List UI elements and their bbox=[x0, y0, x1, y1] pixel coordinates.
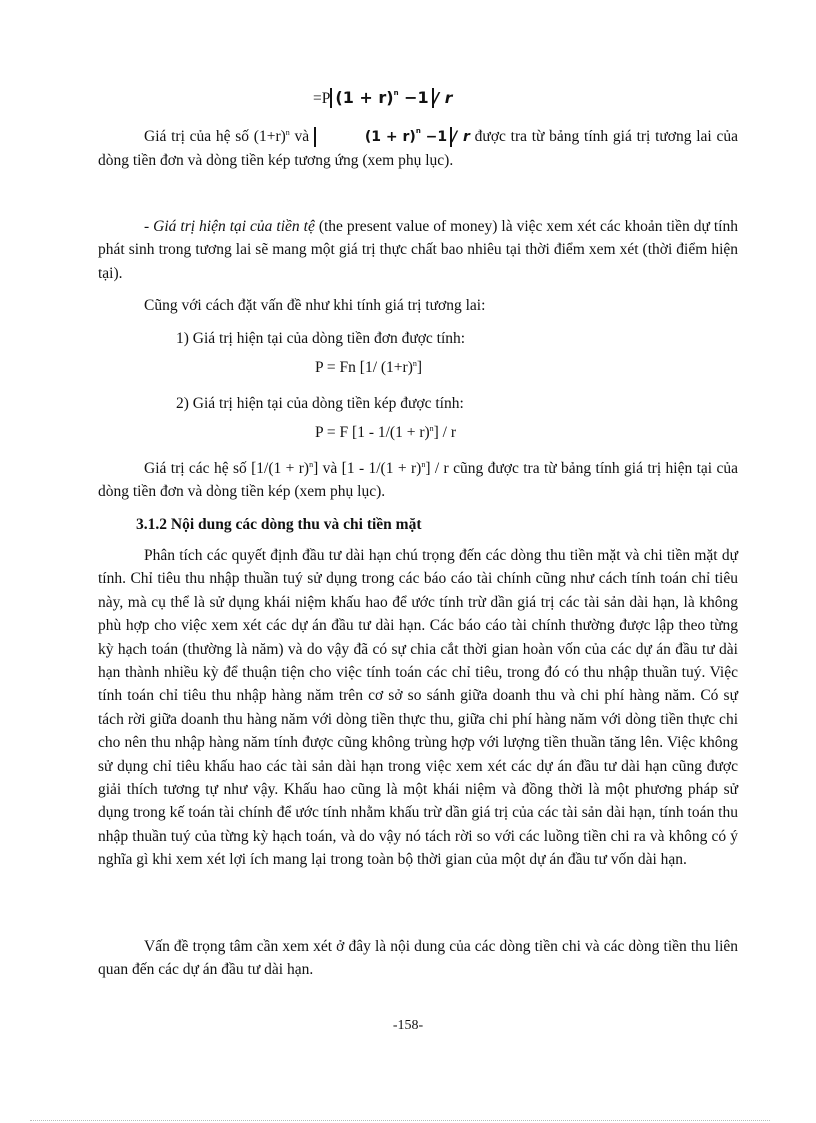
formula-future-value bbox=[313, 88, 452, 108]
formula-suffix: / r bbox=[433, 89, 453, 107]
present-value-term: Giá trị hiện tại của tiền tệ bbox=[153, 218, 315, 235]
paragraph-focus: Vấn đề trọng tâm cần xem xét ở đây là nội dung của các dòng tiền chi và các dòng tiền thu liên quan đến các dự án đầu tư dài hạn. bbox=[98, 938, 738, 979]
paragraph-cash-flows: Phân tích các quyết định đầu tư dài hạn chú trọng đến các dòng thu tiền mặt và chi tiền mặt dự tính. Chỉ tiêu thu nhập thuần tuý sử dụng trong các báo cáo tài chính cũng như cách tính toán chỉ tiêu này, mà cụ thể là sử dụng khái niệm khấu hao để ước tính trừ dần giá trị các tài sản dài hạn, là không phù hợp cho việc xem xét các dự án đầu tư dài hạn. Các báo cáo tài chính thường được lập theo từng kỳ hạch toán (thường là năm) và do vậy đã có sự chia cắt thời gian hoàn vốn của các dự án đầu tư dài hạn thành nhiều kỳ để thuận tiện cho việc tính toán các chỉ tiêu, trong đó có thu nhập thuần tuý. Việc tính toán chỉ tiêu thu nhập hàng năm trên cơ sở so sánh giữa doanh thu và chi phí hàng năm. Có sự tách rời giữa doanh thu hàng năm với dòng tiền thực thu, giữa chi phí hàng năm với dòng tiền thực chi cho nên thu nhập hàng năm tính được cũng không trùng hợp với lượng tiền thuần tăng lên. Việc không sử dụng chỉ tiêu khấu hao các tài sản dài hạn trong việc xem xét các dự án đầu tư dài hạn cũng được giải thích tương tự như vậy. Khấu hao cũng là một khái niệm và đồng thời là một phương pháp sử dụng trong kế toán tài chính để ước tính nhằm khấu trừ dần giá trị của các tài sản dài hạn, tính toán thu nhập thuần tuý của từng kỳ hạch toán, và do vậy nó tách rời so với các luồng tiền chi ra và không có ý nghĩa gì khi xem xét lợi ích mang lại trong toàn bộ thời gian của một dự án đầu tư vốn dài hạn. bbox=[98, 547, 738, 869]
paragraph-intro: Cũng với cách đặt vấn đề như khi tính giá trị tương lai: bbox=[144, 297, 486, 314]
page-divider bbox=[30, 1120, 770, 1121]
list-item-single-flow: 1) Giá trị hiện tại của dòng tiền đơn được tính: bbox=[176, 330, 466, 347]
formula-bracket: $(1 + r)^n -1$ bbox=[330, 88, 433, 108]
paragraph-coefficient: Giá trị của hệ số $(1+r)^n$ và $(1 + r)^n -1 / r$ được tra từ bảng tính giá trị tương lai của dòng tiền đơn và dòng tiền kép tương ứng (xem phụ lục). bbox=[98, 127, 738, 170]
paragraph-present-value: - Giá trị hiện tại của tiền tệ (the present value of money) là việc xem xét các khoản tiền dự tính phát sinh trong tương lai sẽ mang một giá trị thực chất bao nhiêu tại thời điểm xem xét (thời điểm hiện tại). bbox=[98, 218, 738, 282]
formula-compound-flow: P = F $[1 - 1/(1 + r)^n] / r$ bbox=[315, 424, 457, 441]
page-number: -158- bbox=[392, 1018, 424, 1033]
list-item-compound-flow: 2) Giá trị hiện tại của dòng tiền kép được tính: bbox=[176, 395, 464, 412]
section-heading: 3.1.2 Nội dung các dòng thu và chi tiền mặt bbox=[136, 516, 422, 533]
paragraph-coefficients-pv: Giá trị các hệ số $[1/(1 + r)^n]$ và $[1 - 1/(1 + r)^n] / r$ cũng được tra từ bảng tính giá trị hiện tại của dòng tiền đơn và dòng tiền kép (xem phụ lục). bbox=[98, 460, 738, 501]
formula-prefix: =P bbox=[313, 90, 331, 107]
formula-single-flow: P = Fn [1/ $(1+r)^n$] bbox=[315, 359, 423, 376]
inline-formula: $(1 + r)^n -1$ bbox=[314, 127, 452, 147]
